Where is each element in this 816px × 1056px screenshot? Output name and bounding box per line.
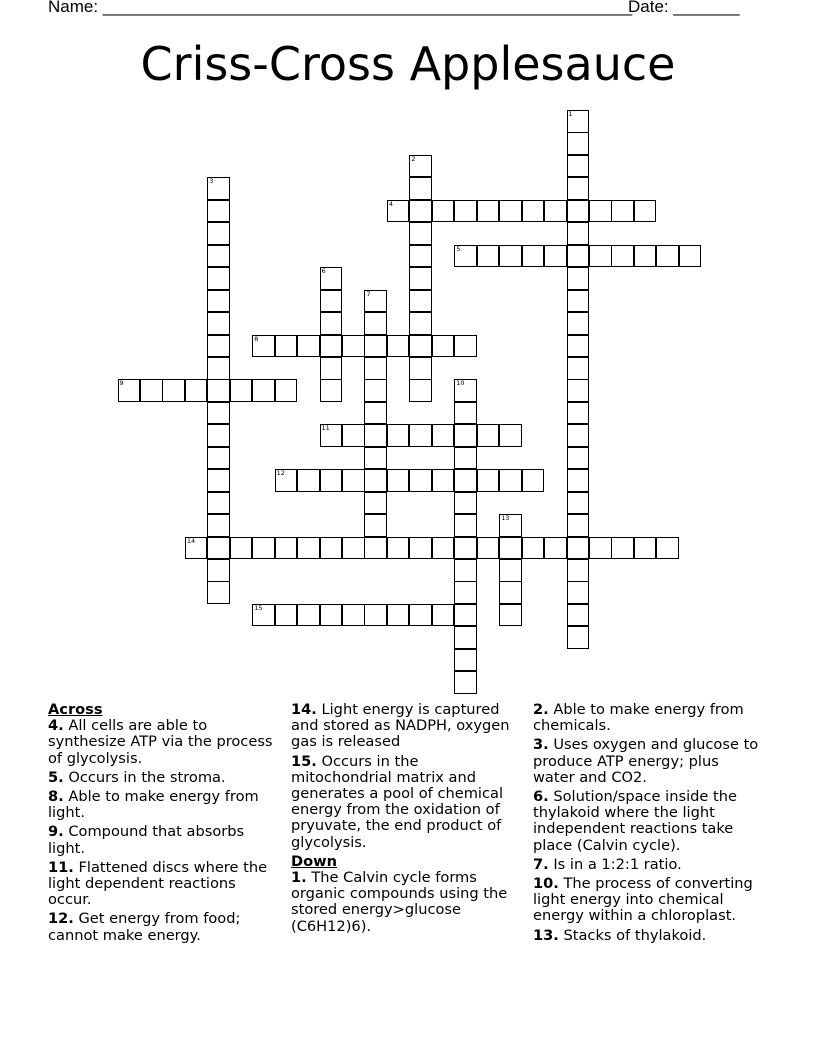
grid-cell[interactable]	[432, 469, 455, 492]
grid-cell[interactable]	[522, 469, 545, 492]
grid-cell[interactable]	[387, 537, 410, 560]
grid-cell[interactable]	[454, 379, 477, 402]
grid-cell[interactable]	[320, 604, 343, 627]
clue-across-5	[48, 770, 280, 786]
grid-cell[interactable]	[207, 514, 230, 537]
grid-cell[interactable]	[499, 537, 522, 560]
date-field: Date: _______	[628, 0, 740, 16]
cell-number: 5	[456, 244, 461, 253]
grid-cell[interactable]	[544, 245, 567, 268]
grid-cell[interactable]	[567, 267, 590, 290]
grid-cell[interactable]	[207, 267, 230, 290]
grid-cell[interactable]	[634, 537, 657, 560]
clue-down-2	[533, 702, 765, 734]
grid-cell[interactable]	[207, 469, 230, 492]
grid-cell[interactable]	[207, 492, 230, 515]
cell-number: 1	[568, 110, 573, 118]
grid-cell[interactable]	[252, 379, 275, 402]
grid-cell[interactable]	[387, 604, 410, 627]
grid-cell[interactable]	[185, 537, 208, 560]
grid-cell[interactable]	[364, 357, 387, 380]
clue-number: 9.	[48, 823, 64, 841]
across-heading: Across	[48, 701, 103, 718]
grid-cell[interactable]	[567, 379, 590, 402]
grid-cell[interactable]	[567, 537, 590, 560]
grid-cell[interactable]	[567, 245, 590, 268]
grid-cell[interactable]	[342, 537, 365, 560]
clue-down-13	[533, 928, 765, 944]
grid-cell[interactable]	[275, 537, 298, 560]
clue-down-3	[533, 737, 765, 786]
grid-cell[interactable]	[409, 200, 432, 223]
clue-across-11	[48, 860, 280, 909]
grid-cell[interactable]	[454, 604, 477, 627]
grid-cell[interactable]	[544, 537, 567, 560]
grid-cell[interactable]	[567, 110, 590, 133]
grid-cell[interactable]	[409, 290, 432, 313]
cell-number: 8	[254, 334, 259, 343]
clues-column-3	[533, 702, 765, 947]
grid-cell[interactable]	[499, 559, 522, 582]
grid-cell[interactable]	[432, 424, 455, 447]
grid-cell[interactable]	[297, 604, 320, 627]
grid-cell[interactable]	[409, 469, 432, 492]
cell-number: 9	[119, 379, 124, 388]
clue-number: 4.	[48, 717, 64, 735]
grid-cell[interactable]	[454, 492, 477, 515]
clue-number: 1.	[291, 869, 307, 887]
grid-cell[interactable]	[409, 177, 432, 200]
grid-cell[interactable]	[589, 537, 612, 560]
grid-cell[interactable]	[567, 514, 590, 537]
grid-cell[interactable]	[320, 424, 343, 447]
grid-cell[interactable]	[567, 492, 590, 515]
grid-cell[interactable]	[432, 537, 455, 560]
grid-cell[interactable]	[297, 537, 320, 560]
cell-number: 7	[366, 289, 371, 298]
grid-cell[interactable]	[364, 447, 387, 470]
grid-cell[interactable]	[320, 290, 343, 313]
cell-number: 14	[186, 536, 196, 545]
grid-cell[interactable]	[409, 245, 432, 268]
grid-cell[interactable]	[320, 469, 343, 492]
cell-number: 10	[456, 379, 465, 388]
grid-cell[interactable]	[387, 335, 410, 358]
grid-cell[interactable]	[522, 537, 545, 560]
cell-number: 4	[388, 199, 394, 208]
grid-cell[interactable]	[567, 402, 590, 425]
grid-cell[interactable]	[544, 200, 567, 223]
clue-text: Able to make energy from light.	[48, 788, 259, 822]
grid-cell[interactable]	[432, 335, 455, 358]
grid-cell[interactable]	[454, 649, 477, 672]
grid-cell[interactable]	[364, 492, 387, 515]
clue-text: Flattened discs where the light dependent reactions occur.	[48, 858, 268, 909]
grid-cell[interactable]	[634, 245, 657, 268]
grid-cell[interactable]	[320, 312, 343, 335]
grid-cell[interactable]	[567, 335, 590, 358]
grid-cell[interactable]	[567, 626, 590, 649]
grid-cell[interactable]	[409, 357, 432, 380]
grid-cell[interactable]	[611, 245, 634, 268]
grid-cell[interactable]	[522, 200, 545, 223]
grid-cell[interactable]	[454, 469, 477, 492]
grid-cell[interactable]	[454, 424, 477, 447]
grid-cell[interactable]	[432, 200, 455, 223]
clue-number: 11.	[48, 858, 74, 876]
grid-cell[interactable]	[409, 312, 432, 335]
grid-cell[interactable]	[297, 335, 320, 358]
grid-cell[interactable]	[454, 245, 477, 268]
grid-cell[interactable]	[364, 514, 387, 537]
cell-number: 12	[276, 469, 285, 478]
grid-cell[interactable]	[364, 290, 387, 313]
grid-cell[interactable]	[207, 537, 230, 560]
grid-cell[interactable]	[320, 379, 343, 402]
clue-down-1	[291, 870, 523, 935]
grid-cell[interactable]	[409, 424, 432, 447]
clue-number: 6.	[533, 788, 549, 806]
grid-cell[interactable]	[320, 357, 343, 380]
grid-cell[interactable]	[567, 424, 590, 447]
grid-cell[interactable]	[656, 245, 679, 268]
grid-cell[interactable]	[454, 335, 477, 358]
grid-cell[interactable]	[275, 379, 298, 402]
grid-cell[interactable]	[567, 447, 590, 470]
grid-cell[interactable]	[275, 604, 298, 627]
grid-cell[interactable]	[252, 335, 275, 358]
grid-cell[interactable]	[387, 200, 410, 223]
grid-cell[interactable]	[409, 155, 432, 178]
grid-cell[interactable]	[454, 581, 477, 604]
clue-number: 15.	[291, 752, 317, 770]
grid-cell[interactable]	[207, 402, 230, 425]
grid-cell[interactable]	[320, 537, 343, 560]
grid-cell[interactable]	[230, 379, 253, 402]
grid-cell[interactable]	[409, 222, 432, 245]
grid-cell[interactable]	[567, 604, 590, 627]
grid-cell[interactable]	[567, 290, 590, 313]
grid-cell[interactable]	[454, 447, 477, 470]
clue-number: 2.	[533, 701, 549, 718]
grid-cell[interactable]	[567, 312, 590, 335]
grid-cell[interactable]	[118, 379, 141, 402]
grid-cell[interactable]	[477, 200, 500, 223]
grid-cell[interactable]	[207, 335, 230, 358]
grid-cell[interactable]	[432, 604, 455, 627]
grid-cell[interactable]	[162, 379, 185, 402]
grid-cell[interactable]	[207, 222, 230, 245]
grid-cell[interactable]	[477, 537, 500, 560]
grid-cell[interactable]	[207, 424, 230, 447]
clue-number: 5.	[48, 768, 64, 786]
grid-cell[interactable]	[454, 559, 477, 582]
clue-text: The Calvin cycle forms organic compounds using the stored energy>glucose (C6H12)6).	[291, 869, 508, 935]
grid-cell[interactable]	[454, 514, 477, 537]
grid-cell[interactable]	[207, 290, 230, 313]
grid-cell[interactable]	[207, 200, 230, 223]
grid-cell[interactable]	[499, 424, 522, 447]
clue-number: 14.	[291, 701, 317, 718]
grid-cell[interactable]	[364, 335, 387, 358]
grid-cell[interactable]	[207, 245, 230, 268]
clues-column-2	[291, 702, 523, 938]
grid-cell[interactable]	[454, 537, 477, 560]
grid-cell[interactable]	[275, 335, 298, 358]
grid-cell[interactable]	[477, 469, 500, 492]
grid-cell[interactable]	[230, 537, 253, 560]
clue-text: Occurs in the stroma.	[68, 768, 226, 786]
grid-cell[interactable]	[499, 604, 522, 627]
grid-cell[interactable]	[140, 379, 163, 402]
grid-cell[interactable]	[364, 312, 387, 335]
grid-cell[interactable]	[634, 200, 657, 223]
grid-cell[interactable]	[364, 469, 387, 492]
grid-cell[interactable]	[364, 402, 387, 425]
clue-text: Is in a 1:2:1 ratio.	[553, 855, 682, 873]
clue-text: Solution/space inside the thylakoid where the light independent reactions take place (Calvin cycle).	[533, 788, 737, 854]
grid-cell[interactable]	[409, 335, 432, 358]
clue-down-7	[533, 857, 765, 873]
grid-cell[interactable]	[611, 537, 634, 560]
grid-cell[interactable]	[611, 200, 634, 223]
clue-across-9	[48, 824, 280, 856]
grid-cell[interactable]	[477, 245, 500, 268]
clue-text: Able to make energy from chemicals.	[533, 701, 744, 735]
grid-cell[interactable]	[567, 132, 590, 155]
clue-across-12	[48, 911, 280, 943]
grid-cell[interactable]	[679, 245, 702, 268]
grid-cell[interactable]	[387, 424, 410, 447]
clue-down-10	[533, 876, 765, 925]
grid-cell[interactable]	[342, 335, 365, 358]
cell-number: 13	[501, 514, 510, 523]
grid-cell[interactable]	[499, 514, 522, 537]
grid-cell[interactable]	[589, 200, 612, 223]
clue-text: The process of converting light energy into chemical energy within a chloroplast.	[533, 875, 753, 925]
grid-cell[interactable]	[252, 537, 275, 560]
clue-text: Occurs in the mitochondrial matrix and generates a pool of chemical energy from the oxidation of pryuvate, the end product of glycolysis.	[291, 752, 504, 851]
grid-cell[interactable]	[656, 537, 679, 560]
grid-cell[interactable]	[409, 267, 432, 290]
clue-number: 3.	[533, 736, 549, 754]
grid-cell[interactable]	[207, 357, 230, 380]
clue-across-15	[291, 754, 523, 851]
grid-cell[interactable]	[567, 469, 590, 492]
grid-cell[interactable]	[342, 424, 365, 447]
clue-text: All cells are able to synthesize ATP via the process of glycolysis.	[48, 717, 273, 767]
grid-cell[interactable]	[364, 537, 387, 560]
grid-cell[interactable]	[207, 379, 230, 402]
grid-cell[interactable]	[567, 177, 590, 200]
clue-number: 7.	[533, 855, 549, 873]
grid-cell[interactable]	[454, 626, 477, 649]
grid-cell[interactable]	[409, 537, 432, 560]
clues-column-1	[48, 702, 280, 947]
grid-cell[interactable]	[567, 581, 590, 604]
grid-cell[interactable]	[275, 469, 298, 492]
clue-number: 10.	[533, 875, 559, 893]
grid-cell[interactable]	[207, 177, 230, 200]
grid-cell[interactable]	[320, 335, 343, 358]
grid-cell[interactable]	[567, 222, 590, 245]
grid-cell[interactable]	[522, 245, 545, 268]
grid-cell[interactable]	[499, 581, 522, 604]
clue-text: Compound that absorbs light.	[48, 823, 245, 857]
grid-cell[interactable]	[185, 379, 208, 402]
clue-down-6	[533, 789, 765, 854]
grid-cell[interactable]	[454, 402, 477, 425]
cell-number: 3	[209, 177, 214, 186]
grid-cell[interactable]	[477, 424, 500, 447]
grid-cell[interactable]	[499, 200, 522, 223]
grid-cell[interactable]	[207, 447, 230, 470]
down-heading: Down	[291, 852, 338, 870]
clue-across-8	[48, 789, 280, 821]
grid-cell[interactable]	[207, 581, 230, 604]
grid-cell[interactable]	[364, 379, 387, 402]
grid-cell[interactable]	[387, 469, 410, 492]
grid-cell[interactable]	[364, 604, 387, 627]
grid-cell[interactable]	[342, 604, 365, 627]
clue-text: Stacks of thylakoid.	[563, 926, 707, 944]
grid-cell[interactable]	[454, 671, 477, 694]
cell-number: 2	[411, 154, 416, 163]
clue-number: 13.	[533, 926, 559, 944]
grid-cell[interactable]	[499, 245, 522, 268]
grid-cell[interactable]	[252, 604, 275, 627]
clue-text: Uses oxygen and glucose to produce ATP energy; plus water and CO2.	[533, 736, 759, 786]
clue-text: Get energy from food; cannot make energy.	[48, 910, 241, 944]
grid-cell[interactable]	[207, 312, 230, 335]
grid-cell[interactable]	[499, 469, 522, 492]
cell-number: 11	[321, 424, 330, 433]
clue-number: 12.	[48, 910, 74, 928]
grid-cell[interactable]	[567, 200, 590, 223]
grid-cell[interactable]	[320, 267, 343, 290]
grid-cell[interactable]	[567, 357, 590, 380]
clue-number: 8.	[48, 788, 64, 806]
grid-cell[interactable]	[409, 379, 432, 402]
grid-cell[interactable]	[567, 155, 590, 178]
clue-across-4	[48, 718, 280, 767]
grid-cell[interactable]	[589, 245, 612, 268]
grid-cell[interactable]	[342, 469, 365, 492]
grid-cell[interactable]	[454, 200, 477, 223]
grid-cell[interactable]	[297, 469, 320, 492]
cell-number: 15	[254, 603, 263, 612]
grid-cell[interactable]	[567, 559, 590, 582]
cell-number: 6	[321, 267, 326, 276]
grid-cell[interactable]	[207, 559, 230, 582]
grid-cell[interactable]	[364, 424, 387, 447]
page-title: Criss-Cross Applesauce	[140, 37, 676, 91]
name-field: Name: ________________________________________________________	[48, 0, 633, 16]
grid-cell[interactable]	[409, 604, 432, 627]
clue-across-14	[291, 702, 523, 751]
clue-text: Light energy is captured and stored as NADPH, oxygen gas is released	[291, 701, 510, 751]
